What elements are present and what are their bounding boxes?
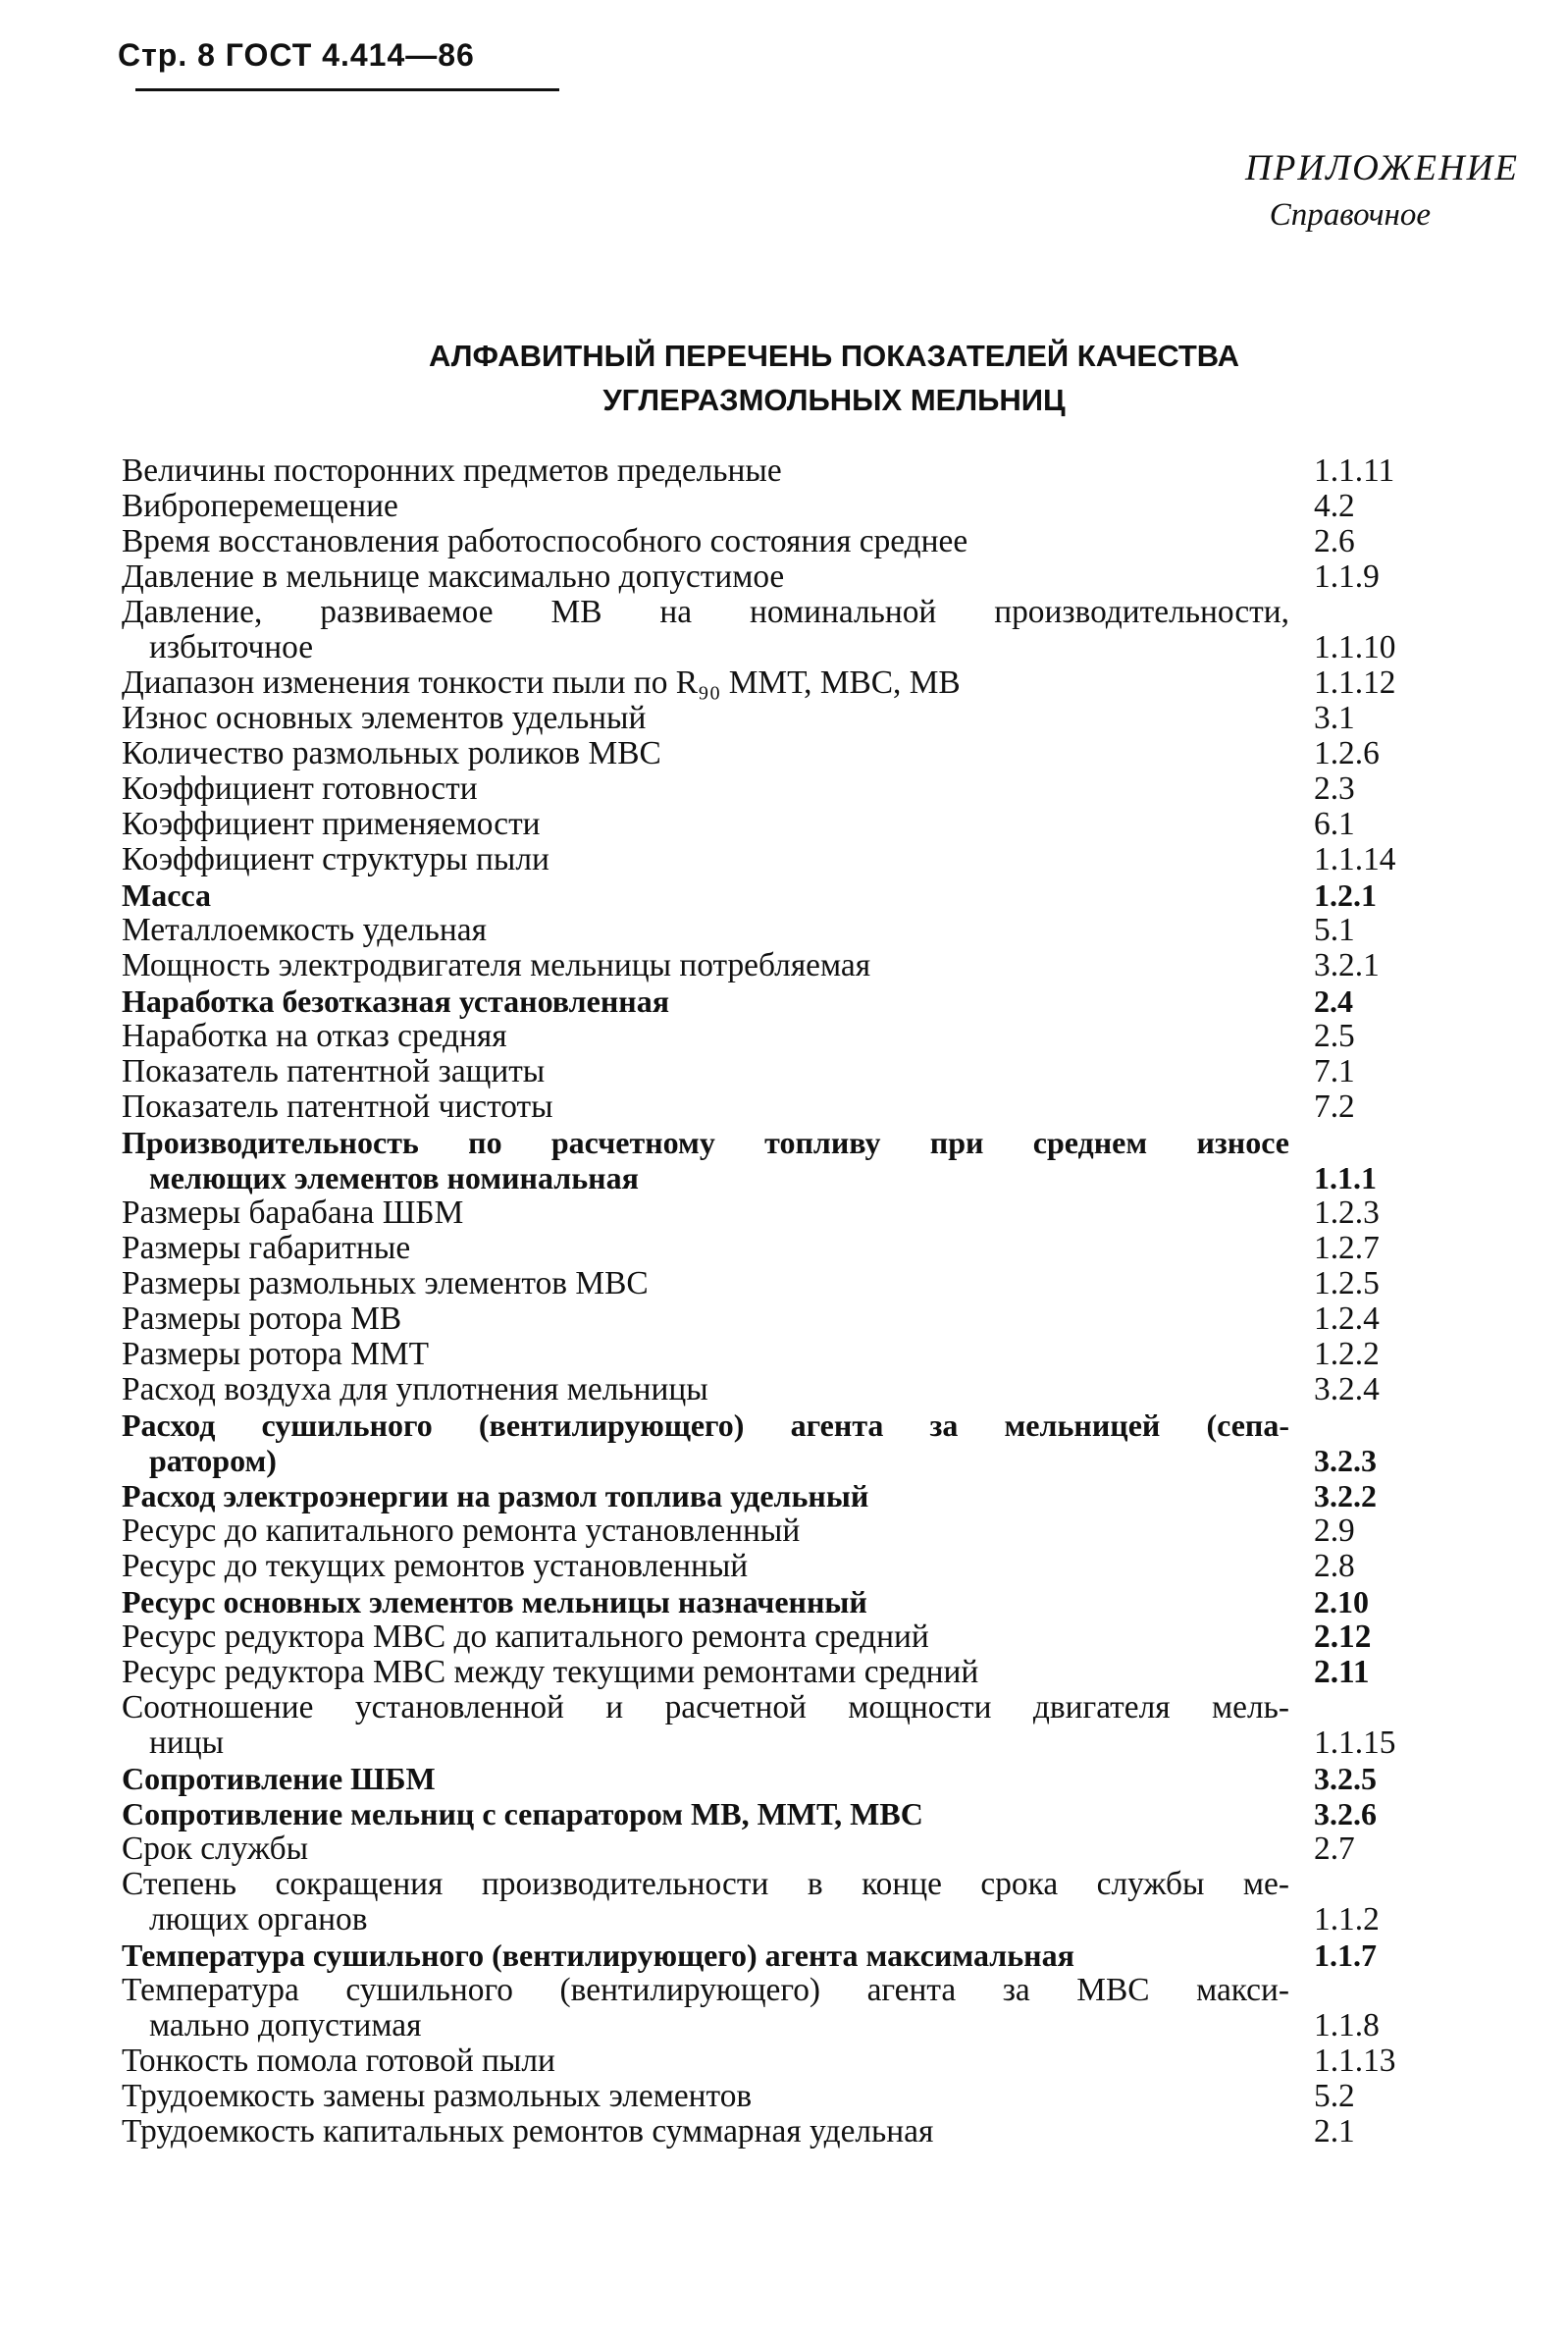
entry-label-text: Диапазон изменения тонкости пыли по R₉₀ ММТ, МВС, МВ [122, 664, 961, 701]
entry-section-code: 1.1.14 [1314, 841, 1396, 877]
entry-label [122, 1867, 1289, 1937]
entry-label-text: Коэффициент готовности [122, 770, 478, 807]
entry-label [122, 1549, 1289, 1584]
entry-label-text: Мощность электродвигателя мельницы потребляемая [122, 947, 871, 983]
entry-label-text: Размеры ротора МВ [122, 1300, 402, 1337]
entry-section-code: 2.7 [1314, 1831, 1355, 1867]
entry-section-code: 1.1.2 [1314, 1901, 1380, 1937]
entry-label [122, 1089, 1289, 1125]
entry-label-text: Количество размольных роликов МВС [122, 735, 661, 771]
index-entry [122, 1690, 1456, 1761]
index-entry [122, 1231, 1456, 1266]
index-entry [122, 1937, 1456, 1973]
index-entry [122, 489, 1456, 524]
entry-section-code: 1.1.11 [1314, 452, 1395, 489]
entry-section-code: 3.2.4 [1314, 1371, 1380, 1407]
index-entry [122, 1372, 1456, 1407]
entry-label [122, 1478, 1289, 1513]
entry-label-continuation: ратором) [149, 1443, 277, 1478]
entry-label-text: Износ основных элементов удельный [122, 700, 647, 736]
index-entry [122, 701, 1456, 736]
entry-label [122, 1831, 1289, 1867]
index-entry [122, 1478, 1456, 1513]
entry-label [122, 489, 1289, 524]
entry-section-code: 4.2 [1314, 488, 1355, 524]
entry-label [122, 913, 1289, 948]
entry-label-text: Давление, развиваемое МВ на номинальной производительности, [122, 594, 1289, 630]
entry-section-code: 1.1.9 [1314, 558, 1380, 595]
entry-label [122, 877, 1289, 913]
entry-section-code: 2.8 [1314, 1548, 1355, 1584]
entry-section-code: 5.2 [1314, 2078, 1355, 2114]
index-entry [122, 1584, 1456, 1619]
entry-label-text: Расход сушильного (вентилирующего) агента за мельницей (сепа- [122, 1407, 1289, 1443]
appendix-subtitle: Справочное [1269, 197, 1431, 233]
index-entry [122, 1796, 1456, 1831]
entry-label-text: Размеры размольных элементов МВС [122, 1265, 649, 1301]
entry-label [122, 948, 1289, 983]
appendix-block [1245, 147, 1519, 234]
entry-label [122, 2043, 1289, 2079]
entry-label-text: Ресурс до текущих ремонтов установленный [122, 1548, 749, 1584]
entry-section-code: 1.1.10 [1314, 629, 1396, 665]
entry-section-code: 6.1 [1314, 806, 1355, 842]
index-entry [122, 1407, 1456, 1478]
entry-label-text: Показатель патентной чистоты [122, 1088, 553, 1125]
entry-label-text: Коэффициент применяемости [122, 806, 541, 842]
entry-label [122, 701, 1289, 736]
index-entry [122, 948, 1456, 983]
entry-section-code: 1.2.3 [1314, 1194, 1380, 1231]
entry-section-code: 7.2 [1314, 1088, 1355, 1125]
entry-label-text: Масса [122, 877, 211, 913]
index-entry [122, 1619, 1456, 1655]
document-title [294, 334, 1374, 422]
index-entry [122, 559, 1456, 595]
index-entry [122, 1337, 1456, 1372]
entry-label-text: Сопротивление ШБМ [122, 1761, 436, 1796]
entry-label [122, 1372, 1289, 1407]
entry-label-text: Виброперемещение [122, 488, 398, 524]
entry-label [122, 595, 1289, 665]
entry-label [122, 2079, 1289, 2114]
entry-label [122, 1655, 1289, 1690]
entry-section-code: 2.4 [1314, 983, 1353, 1019]
entry-label [122, 1690, 1289, 1761]
entry-label-text: Давление в мельнице максимально допустимое [122, 558, 785, 595]
entry-label [122, 1937, 1289, 1973]
entry-section-code: 1.2.2 [1314, 1336, 1380, 1372]
entry-label-text: Металлоемкость удельная [122, 912, 487, 948]
entry-label [122, 1337, 1289, 1372]
entry-section-code: 1.2.7 [1314, 1230, 1380, 1266]
entry-label-text: Показатель патентной защиты [122, 1053, 546, 1089]
entry-section-code: 1.1.12 [1314, 664, 1396, 701]
index-entry [122, 1549, 1456, 1584]
header-rule [135, 88, 559, 91]
entry-label [122, 983, 1289, 1019]
entry-section-code: 2.12 [1314, 1619, 1372, 1655]
index-entry [122, 1266, 1456, 1301]
appendix-title: ПРИЛОЖЕНИЕ [1245, 148, 1519, 188]
index-entry [122, 1761, 1456, 1796]
entry-label-continuation: избыточное [149, 629, 314, 665]
entry-label-text: Ресурс основных элементов мельницы назначенный [122, 1584, 867, 1619]
page-header: Стр. 8 ГОСТ 4.414—86 [118, 37, 475, 73]
entry-section-code: 3.2.5 [1314, 1761, 1377, 1796]
entry-section-code: 2.6 [1314, 523, 1355, 559]
entry-section-code: 1.1.13 [1314, 2043, 1396, 2079]
entry-section-code: 3.2.2 [1314, 1478, 1377, 1513]
index-entry [122, 807, 1456, 842]
index-entry [122, 1513, 1456, 1549]
index-entry [122, 771, 1456, 807]
entry-label-text: Ресурс редуктора МВС между текущими ремонтами средний [122, 1654, 979, 1690]
document-title-line-2: УГЛЕРАЗМОЛЬНЫХ МЕЛЬНИЦ [602, 383, 1066, 417]
entry-section-code: 2.11 [1314, 1654, 1370, 1690]
entry-label [122, 1125, 1289, 1195]
entry-section-code: 1.2.5 [1314, 1265, 1380, 1301]
entry-section-code: 1.1.1 [1314, 1160, 1377, 1195]
entry-label-text: Коэффициент структуры пыли [122, 841, 549, 877]
entry-label [122, 524, 1289, 559]
entry-label-text: Ресурс редуктора МВС до капитального ремонта средний [122, 1619, 929, 1655]
entry-section-code: 1.1.8 [1314, 2007, 1380, 2043]
entry-label-text: Трудоемкость капитальных ремонтов суммарная удельная [122, 2113, 934, 2149]
entry-label-text: Температура сушильного (вентилирующего) агента максимальная [122, 1937, 1074, 1973]
entry-section-code: 2.10 [1314, 1584, 1369, 1619]
entry-label [122, 665, 1289, 701]
entry-label [122, 1407, 1289, 1478]
entry-label-continuation: лющих органов [149, 1901, 368, 1937]
index-entry [122, 736, 1456, 771]
index-entry [122, 665, 1456, 701]
entry-label [122, 1195, 1289, 1231]
entry-label [122, 807, 1289, 842]
entry-section-code: 7.1 [1314, 1053, 1355, 1089]
entry-section-code: 1.1.15 [1314, 1725, 1396, 1761]
entry-section-code: 1.2.1 [1314, 877, 1377, 913]
entry-section-code: 3.2.3 [1314, 1443, 1377, 1478]
entry-section-code: 3.1 [1314, 700, 1355, 736]
entry-label-text: Температура сушильного (вентилирующего) агента за МВС макси- [122, 1972, 1289, 2008]
entry-label-text: Расход электроэнергии на размол топлива удельный [122, 1478, 869, 1513]
entry-label-text: Производительность по расчетному топливу при среднем износе [122, 1125, 1289, 1160]
entry-label [122, 736, 1289, 771]
index-entry [122, 913, 1456, 948]
index-entry [122, 453, 1456, 489]
entry-label-text: Размеры габаритные [122, 1230, 411, 1266]
entry-label [122, 1231, 1289, 1266]
entry-label [122, 1796, 1289, 1831]
entry-section-code: 1.2.6 [1314, 735, 1380, 771]
entry-label [122, 1301, 1289, 1337]
entry-label-text: Срок службы [122, 1831, 309, 1867]
index-entry [122, 595, 1456, 665]
entry-label-text: Степень сокращения производительности в конце срока службы ме- [122, 1866, 1289, 1902]
entry-label-text: Размеры ротора ММТ [122, 1336, 429, 1372]
entry-section-code: 2.3 [1314, 770, 1355, 807]
index-entry [122, 2114, 1456, 2149]
entry-section-code: 2.1 [1314, 2113, 1355, 2149]
index-entry [122, 1867, 1456, 1937]
entry-label-text: Расход воздуха для уплотнения мельницы [122, 1371, 708, 1407]
document-title-line-1: АЛФАВИТНЫЙ ПЕРЕЧЕНЬ ПОКАЗАТЕЛЕЙ КАЧЕСТВА [429, 339, 1239, 373]
entry-label [122, 1054, 1289, 1089]
entry-label-text: Величины посторонних предметов предельные [122, 452, 782, 489]
entry-label [122, 1761, 1289, 1796]
entry-label [122, 1973, 1289, 2043]
entry-label-continuation: мелющих элементов номинальная [149, 1160, 639, 1195]
index-entry [122, 1125, 1456, 1195]
index-entry [122, 1301, 1456, 1337]
index-list [122, 453, 1456, 2149]
entry-label-continuation: мально допустимая [149, 2007, 422, 2043]
entry-section-code: 3.2.1 [1314, 947, 1380, 983]
entry-label-text: Соотношение установленной и расчетной мощности двигателя мель- [122, 1689, 1289, 1725]
entry-label [122, 1019, 1289, 1054]
entry-label-text: Наработка на отказ средняя [122, 1018, 507, 1054]
index-entry [122, 1019, 1456, 1054]
entry-label-text: Размеры барабана ШБМ [122, 1194, 464, 1231]
index-entry [122, 2043, 1456, 2079]
entry-label-text: Наработка безотказная установленная [122, 983, 669, 1019]
index-entry [122, 1054, 1456, 1089]
entry-label [122, 559, 1289, 595]
index-entry [122, 877, 1456, 913]
index-entry [122, 842, 1456, 877]
entry-section-code: 1.1.7 [1314, 1937, 1377, 1973]
entry-label [122, 771, 1289, 807]
entry-label-text: Трудоемкость замены размольных элементов [122, 2078, 753, 2114]
index-entry [122, 1195, 1456, 1231]
entry-section-code: 3.2.6 [1314, 1796, 1377, 1831]
index-entry [122, 524, 1456, 559]
entry-label [122, 1619, 1289, 1655]
entry-label [122, 453, 1289, 489]
entry-section-code: 1.2.4 [1314, 1300, 1380, 1337]
index-entry [122, 1089, 1456, 1125]
entry-label [122, 842, 1289, 877]
entry-label-text: Сопротивление мельниц с сепаратором МВ, ММТ, МВС [122, 1796, 923, 1831]
entry-label-text: Тонкость помола готовой пыли [122, 2043, 555, 2079]
entry-label-text: Время восстановления работоспособного состояния среднее [122, 523, 968, 559]
entry-section-code: 5.1 [1314, 912, 1355, 948]
index-entry [122, 1973, 1456, 2043]
entry-label-text: Ресурс до капитального ремонта установленный [122, 1512, 801, 1549]
entry-label [122, 1513, 1289, 1549]
entry-label [122, 2114, 1289, 2149]
index-entry [122, 1831, 1456, 1867]
entry-label [122, 1266, 1289, 1301]
index-entry [122, 983, 1456, 1019]
entry-label-continuation: ницы [149, 1725, 225, 1761]
entry-section-code: 2.5 [1314, 1018, 1355, 1054]
index-entry [122, 1655, 1456, 1690]
index-entry [122, 2079, 1456, 2114]
entry-label [122, 1584, 1289, 1619]
entry-section-code: 2.9 [1314, 1512, 1355, 1549]
